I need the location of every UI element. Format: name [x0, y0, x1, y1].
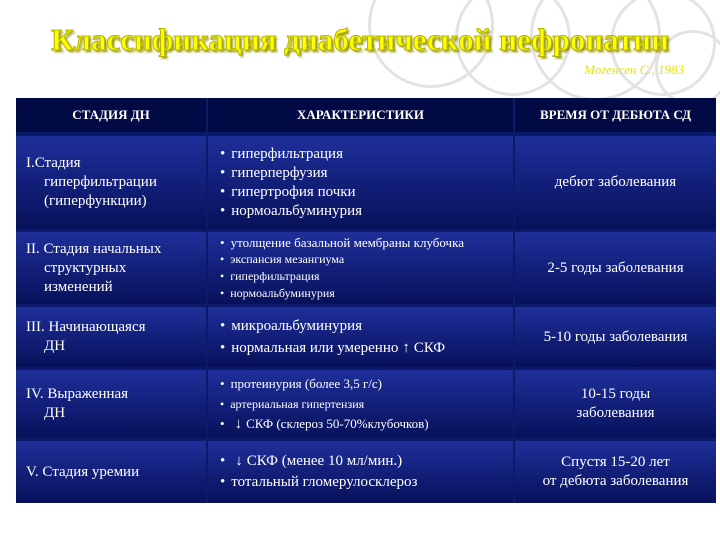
stage-text: IV. Выраженная — [26, 386, 129, 402]
bullet-icon: • — [220, 183, 226, 200]
bullet-icon: • — [220, 376, 225, 391]
characteristic-item: • тотальный гломерулосклероз — [220, 474, 418, 490]
arrow-up-icon: ↑ — [402, 340, 410, 356]
arrow-down-icon: ↓ — [234, 416, 243, 432]
characteristic-item: • нормальная или умеренно ↑ СКФ — [220, 340, 446, 356]
time-text: заболевания — [576, 405, 655, 421]
time-text: дебют заболевания — [554, 174, 677, 190]
stage-text: структурных — [44, 259, 127, 276]
header-stage: СТАДИЯ ДН — [16, 98, 206, 132]
bullet-icon: • — [220, 235, 225, 250]
bullet-icon: • — [220, 145, 226, 162]
characteristic-item: • экспансия мезангиума — [220, 252, 345, 266]
characteristic-item: • гиперфильтрация — [220, 145, 343, 162]
time-text: 10-15 годы — [580, 386, 651, 402]
time-cell — [515, 136, 716, 229]
characteristic-item: • протеинурия (более 3,5 г/с) — [220, 376, 382, 391]
bullet-icon: • — [220, 474, 226, 490]
bullet-icon: • — [220, 286, 225, 300]
header-characteristics: ХАРАКТЕРИСТИКИ — [208, 98, 513, 132]
arrow-down-icon: ↓ — [235, 453, 243, 469]
characteristics-cell — [208, 232, 513, 304]
stage-text: изменений — [44, 278, 113, 295]
stage-cell — [16, 441, 206, 503]
time-cell — [515, 370, 716, 438]
stage-text: ДН — [44, 338, 66, 354]
bullet-icon: • — [220, 416, 225, 431]
characteristic-item: • гипертрофия почки — [220, 183, 356, 200]
stage-text: ДН — [44, 405, 66, 421]
classification-table — [16, 98, 716, 503]
stage-text: I.Стадия — [26, 155, 81, 171]
bullet-icon: • — [220, 164, 226, 181]
stage-cell — [16, 370, 206, 438]
stage-cell — [16, 136, 206, 229]
characteristic-item: • гиперфильтрация — [220, 269, 320, 283]
characteristic-item: • нормоальбуминурия — [220, 286, 335, 300]
slide-title: Классификация диабетической нефропатии — [51, 22, 669, 57]
characteristics-cell — [208, 136, 513, 229]
bullet-icon: • — [220, 453, 226, 469]
characteristic-item: • гиперперфузия — [220, 164, 328, 181]
time-text: 2-5 годы заболевания — [547, 259, 684, 276]
stage-cell — [16, 232, 206, 304]
stage-text: II. Стадия начальных — [26, 240, 162, 257]
bullet-icon: • — [220, 252, 225, 266]
time-cell — [515, 232, 716, 304]
bullet-icon: • — [220, 318, 226, 334]
time-text: от дебюта заболевания — [542, 473, 689, 489]
stage-text: III. Начинающаяся — [26, 319, 146, 335]
stage-text: гиперфильтрации — [44, 174, 157, 190]
characteristics-cell — [208, 370, 513, 438]
author-citation: Могенсен С., 1983 — [584, 62, 684, 77]
characteristic-item: • артериальная гипертензия — [220, 397, 365, 411]
characteristics-cell — [208, 441, 513, 503]
characteristic-item: • ↓ СКФ (менее 10 мл/мин.) — [220, 453, 403, 469]
bullet-icon: • — [220, 202, 226, 219]
bullet-icon: • — [220, 397, 225, 411]
time-text: Спустя 15-20 лет — [561, 454, 670, 470]
stage-text: V. Стадия уремии — [26, 463, 140, 480]
bullet-icon: • — [220, 340, 226, 356]
bullet-icon: • — [220, 269, 225, 283]
header-time: ВРЕМЯ ОТ ДЕБЮТА СД — [515, 98, 716, 132]
stage-text: (гиперфункции) — [44, 193, 147, 209]
characteristic-item: • нормоальбуминурия — [220, 202, 363, 219]
time-text: 5-10 годы заболевания — [543, 328, 688, 345]
characteristics-cell — [208, 307, 513, 367]
characteristic-item: • утолщение базальной мембраны клубочка — [220, 235, 464, 250]
stage-cell — [16, 307, 206, 367]
time-cell — [515, 307, 716, 367]
characteristic-item: • ↓ СКФ (склероз 50-70%клубочков) — [220, 416, 429, 432]
characteristic-item: • микроальбуминурия — [220, 318, 363, 334]
time-cell — [515, 441, 716, 503]
